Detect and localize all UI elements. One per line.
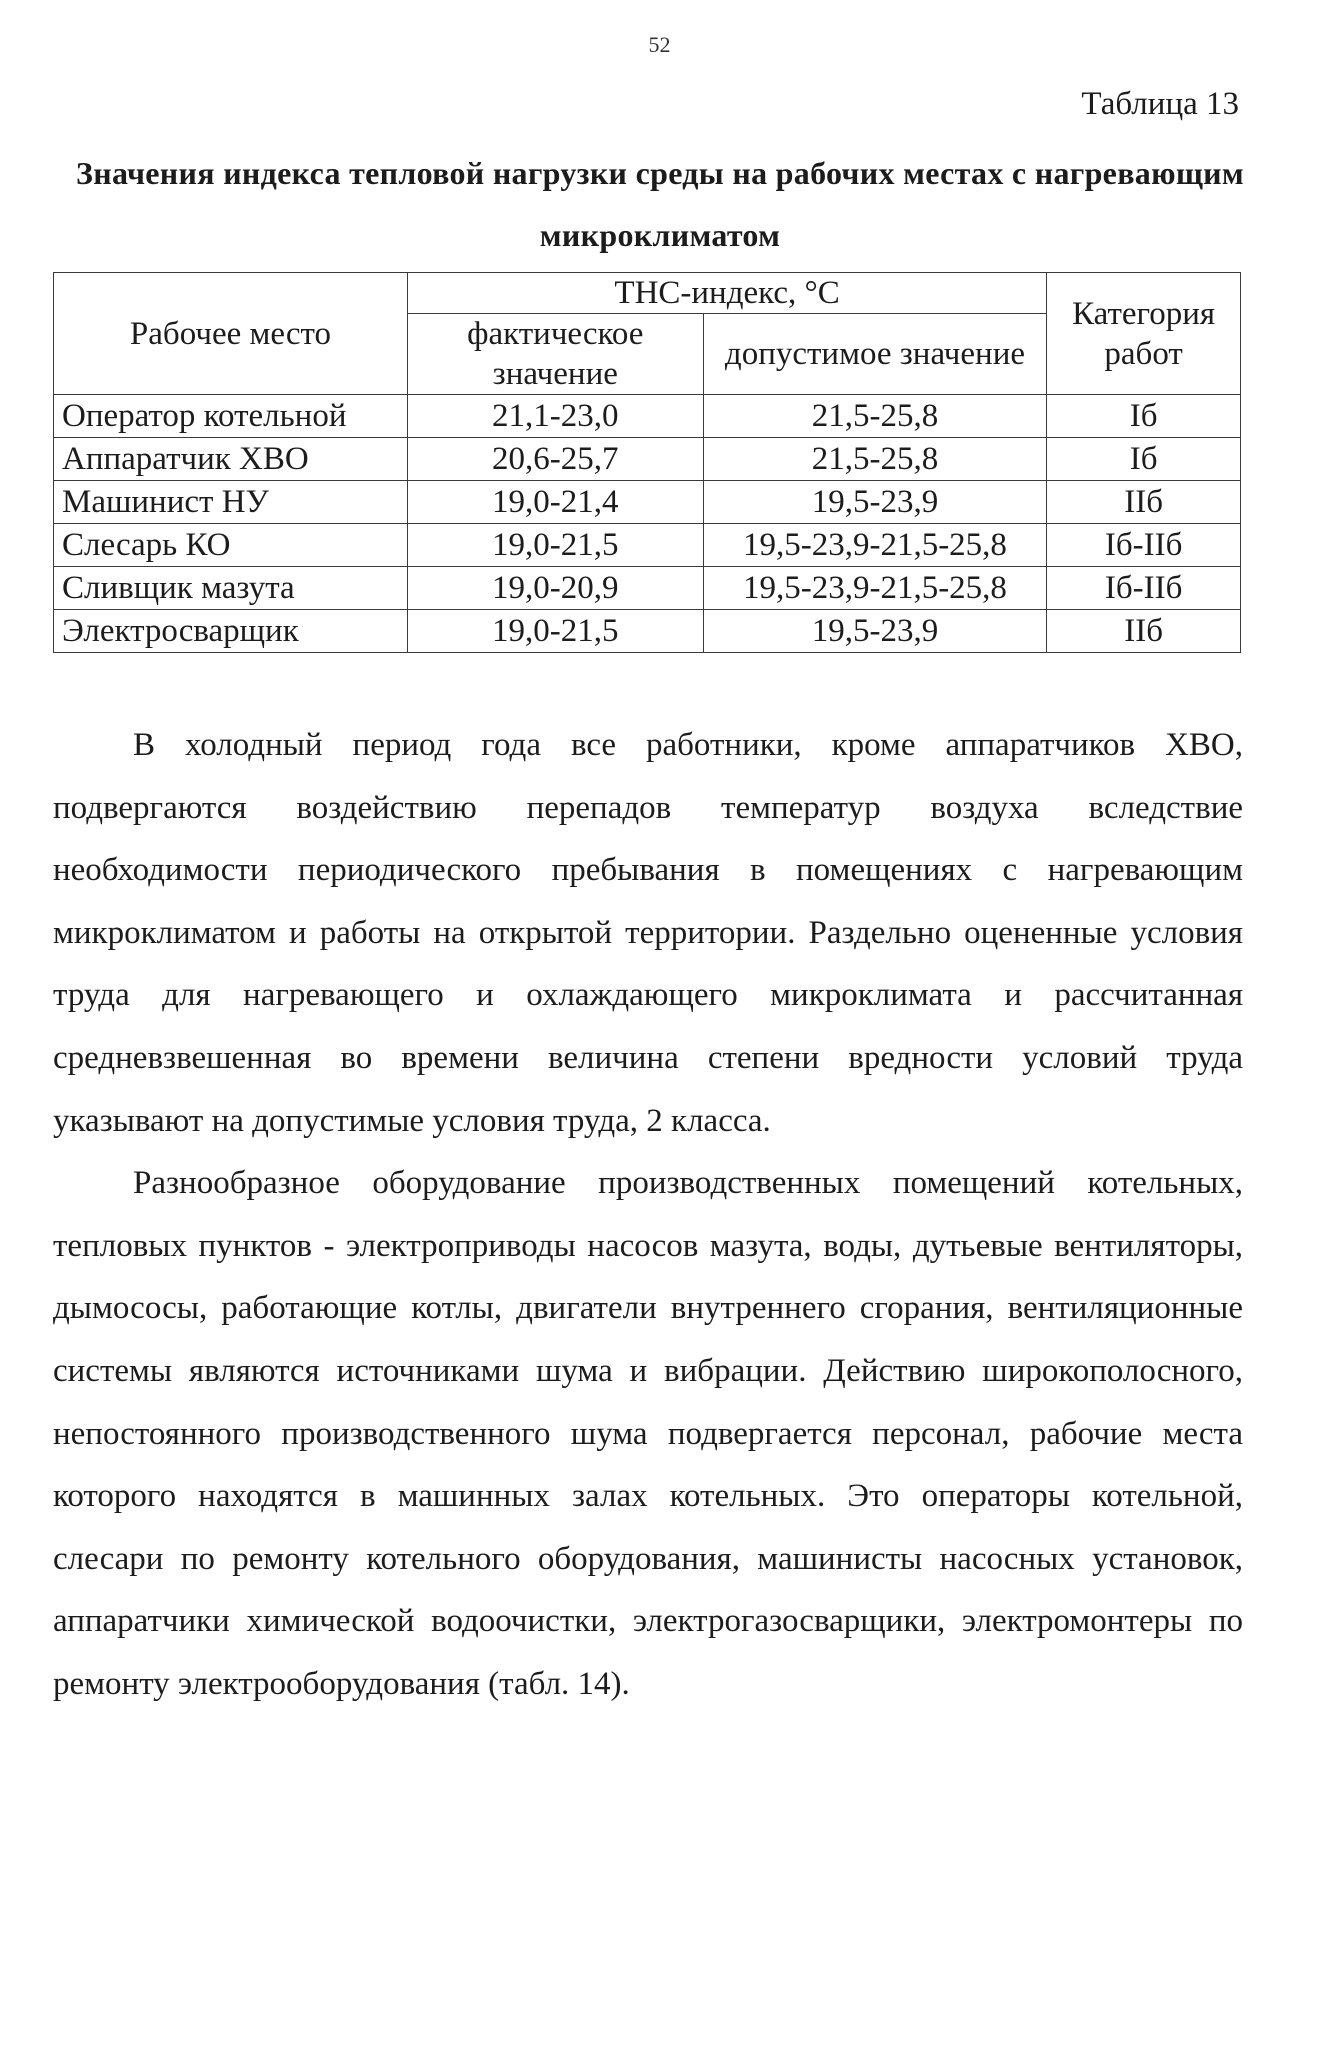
cell-category: IIб xyxy=(1047,481,1241,524)
cell-permissible: 19,5-23,9-21,5-25,8 xyxy=(703,524,1047,567)
header-index-group: ТНС-индекс, °С xyxy=(407,273,1046,314)
header-workplace: Рабочее место xyxy=(54,273,408,395)
table-row xyxy=(54,610,1241,653)
table-label: Таблица 13 xyxy=(1081,86,1239,122)
paragraph-noise-sources: Разнообразное оборудование производственных помещений котельных, тепловых пунктов - электроприводы насосов мазута, воды, дутьевые вентиляторы, дымососы, работающие котлы, двигатели внутреннего сгорания, вентиляционные системы являются источниками шума и вибрации. Действию широкополосного, непостоянного производственного шума подвергается персонал, рабочие места которого находятся в машинных залах котельных. Это операторы котельной, слесари по ремонту котельного оборудования, машинисты насосных установок, аппаратчики химической водоочистки, электрогазосварщики, электромонтеры по ремонту электрооборудования (табл. 14). xyxy=(53,1165,1243,1702)
cell-workplace: Оператор котельной xyxy=(54,395,408,438)
header-actual: фактическое значение xyxy=(407,314,703,395)
page-number: 52 xyxy=(648,32,671,57)
header-permissible: допустимое значение xyxy=(703,314,1047,395)
table-row xyxy=(54,395,1241,438)
header-category: Категория работ xyxy=(1047,273,1241,395)
cell-actual: 19,0-21,5 xyxy=(407,610,703,653)
table-row xyxy=(54,438,1241,481)
cell-workplace: Сливщик мазута xyxy=(54,567,408,610)
cell-actual: 21,1-23,0 xyxy=(407,395,703,438)
cell-workplace: Слесарь КО xyxy=(54,524,408,567)
cell-workplace: Аппаратчик ХВО xyxy=(54,438,408,481)
cell-permissible: 19,5-23,9 xyxy=(703,481,1047,524)
cell-actual: 19,0-21,5 xyxy=(407,524,703,567)
table-row xyxy=(54,524,1241,567)
cell-category: Iб-IIб xyxy=(1047,567,1241,610)
cell-permissible: 19,5-23,9-21,5-25,8 xyxy=(703,567,1047,610)
cell-category: Iб xyxy=(1047,438,1241,481)
cell-permissible: 21,5-25,8 xyxy=(703,395,1047,438)
cell-category: Iб-IIб xyxy=(1047,524,1241,567)
data-table xyxy=(53,272,1241,653)
cell-category: Iб xyxy=(1047,395,1241,438)
cell-permissible: 21,5-25,8 xyxy=(703,438,1047,481)
cell-actual: 19,0-21,4 xyxy=(407,481,703,524)
table-row xyxy=(54,481,1241,524)
table-row xyxy=(54,567,1241,610)
cell-actual: 20,6-25,7 xyxy=(407,438,703,481)
cell-workplace: Электросварщик xyxy=(54,610,408,653)
cell-actual: 19,0-20,9 xyxy=(407,567,703,610)
cell-permissible: 19,5-23,9 xyxy=(703,610,1047,653)
cell-workplace: Машинист НУ xyxy=(54,481,408,524)
cell-category: IIб xyxy=(1047,610,1241,653)
body-text xyxy=(53,714,1243,1716)
paragraph-cold-period: В холодный период года все работники, кроме аппаратчиков ХВО, подвергаются воздействию перепадов температур воздуха вследствие необходимости периодического пребывания в помещениях с нагревающим микроклиматом и работы на открытой территории. Раздельно оцененные условия труда для нагревающего и охлаждающего микроклимата и рассчитанная средневзвешенная во времени величина степени вредности условий труда указывают на допустимые условия труда, 2 класса. xyxy=(53,727,1243,1139)
table-title: Значения индекса тепловой нагрузки среды на рабочих местах с нагревающим микроклиматом xyxy=(76,155,1244,253)
